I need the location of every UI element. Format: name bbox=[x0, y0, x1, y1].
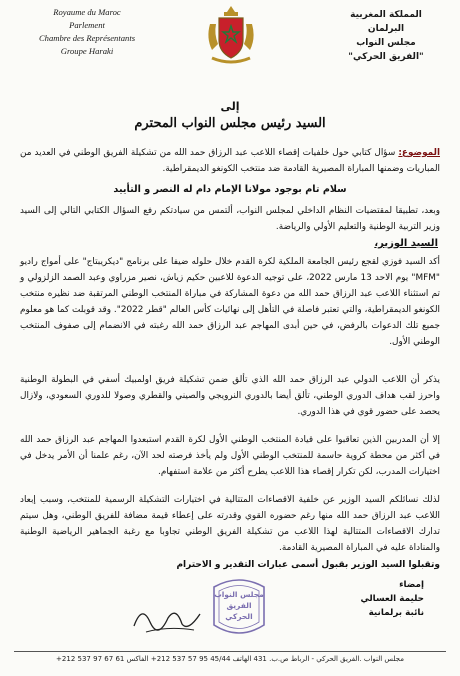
header-ar-line: المملكة المغربية bbox=[350, 10, 422, 20]
header-ar-line: "الفريق الحركي" bbox=[348, 52, 424, 62]
official-stamp bbox=[208, 575, 270, 641]
minister-salutation: السيد الوزير، bbox=[374, 238, 438, 249]
stamp-line: الفريق bbox=[226, 601, 252, 610]
signature-label: إمضاء bbox=[399, 580, 424, 590]
paragraph-3: إلا أن المدربين الذين تعاقبوا على قيادة المنتخب الوطني الأول لكرة القدم استبعدوا المهاجم عبد الرزاق حمد الله في أكثر من محطة كروية حاسمة للمنتخب الوطني الأول ولم يأخذ فرصته لحد الآن، رغم علمنا أن الأمر يدخل في اختيارات المدرب، لكن تكرار إقصاء هذا اللاعب يطرح أكثر من علامة استفهام. bbox=[20, 435, 440, 477]
handwritten-signature bbox=[128, 596, 206, 640]
header-ar-line: مجلس النواب bbox=[356, 38, 416, 48]
recipient-title: السيد رئيس مجلس النواب المحترم bbox=[134, 116, 326, 131]
footer-divider bbox=[14, 651, 446, 652]
greeting: سلام تام بوجود مولانا الإمام دام له النصر و التأييد bbox=[113, 184, 347, 195]
stamp-line: الحركي bbox=[225, 612, 253, 621]
coat-of-arms-icon bbox=[204, 4, 258, 66]
header-french bbox=[22, 6, 152, 58]
header-fr-line: Groupe Haraki bbox=[60, 46, 114, 56]
closing-line: وتقبلوا السيد الوزير بقبول أسمى عبارات التقدير و الاحترام bbox=[176, 560, 440, 570]
header-fr-line: Royaume du Maroc bbox=[53, 7, 121, 17]
header-ar-line: البرلمان bbox=[367, 24, 405, 34]
signatory-name: حليمة العسالي bbox=[360, 594, 424, 604]
stamp-line: مجلس النواب bbox=[214, 590, 264, 599]
signature-block bbox=[274, 578, 424, 620]
footer-contact: مجلس النواب .الفريق الحركي - الرباط ص.ب. 431 الهاتف 45/44 95 57 537 212+ الفاكس 61 67 97 537 212+ bbox=[56, 655, 404, 663]
header-arabic bbox=[326, 8, 446, 64]
signatory-title: نائبة برلمانية bbox=[368, 608, 424, 618]
subject-paragraph bbox=[20, 145, 440, 177]
paragraph-4: لذلك نسائلكم السيد الوزير عن خلفية الاقصاءات المتتالية في اختيارات التشكيلة الرسمية للمنتخب، وسبب إبعاد اللاعب عبد الرزاق حمد الله منها رغم حضوره القوي وقدرته على إعطاء قيمة مضافة للفريق الوطني، وهل سيتم تدارك الاقصاءات المتتالية لهذا اللاعب من تشكيلة الفريق الوطني تجاوبا مع رغبة الجماهير الرياضية الوطنية والمناداة عليه في المباراة المصيرية القادمة. bbox=[20, 495, 440, 553]
intro-paragraph: وبعد، تطبيقا لمقتضيات النظام الداخلي لمجلس النواب، ألتمس من سيادتكم رفع السؤال الكتابي التالي إلى السيد وزير التربية الوطنية والتعليم الأولي والرياضة. bbox=[20, 206, 440, 232]
subject-label: الموضوع: bbox=[398, 148, 440, 158]
to-line: إلى bbox=[220, 100, 240, 113]
header-fr-line: Parlement bbox=[69, 20, 105, 30]
paragraph-2: يذكر أن اللاعب الدولي عبد الرزاق حمد الله الذي تألق ضمن تشكيلة فريق اولمبيك أسفي في البطولة الوطنية واحرز لقب هداف الدوري الوطني، تألق أيضا بالدوري النرويجي والصيني والقطري وصولا للدوري السعودي، ولازال يحصد على حضور قوي في هذا الدوري. bbox=[20, 375, 440, 417]
paragraph-1: أكد السيد فوزي لقجع رئيس الجامعة الملكية لكرة القدم خلال حلوله ضيفا على برنامج "ديكريبتاج" على أمواج راديو "MFM" يوم الاحد 13 مارس 2022، على توجيه الدعوة للاعبين حكيم زياش، نصير مزراوي وعبد الصمد الزلزولي و تم استثناء اللاعب عبد الرزاق حمد الله من دعوة المشاركة في مباراة المنتخب الوطني المرتقبة ضد نظيره منتخب الكونغو الديمقراطية، والتي تعتبر فاصلة في التأهل إلى نهائيات كأس العالم "قطر 2022". وقد قوبلت كما هو معلوم جميع تلك الدعوات بالرفض، في حين أبدى المهاجم عبد الرزاق حمد الله رغبته في الانضمام إلى صفوف المنتخب الوطني الأول. bbox=[20, 257, 440, 347]
header-fr-line: Chambre des Représentants bbox=[38, 33, 136, 43]
subject-text: سؤال كتابي حول خلفيات إقصاء اللاعب عبد الرزاق حمد الله من تشكيلة الفريق الوطني في العديد من المباريات وضمنها المباراة المصيرية القادمة ضد منتخب الكونغو الديمقراطية. bbox=[20, 148, 440, 174]
